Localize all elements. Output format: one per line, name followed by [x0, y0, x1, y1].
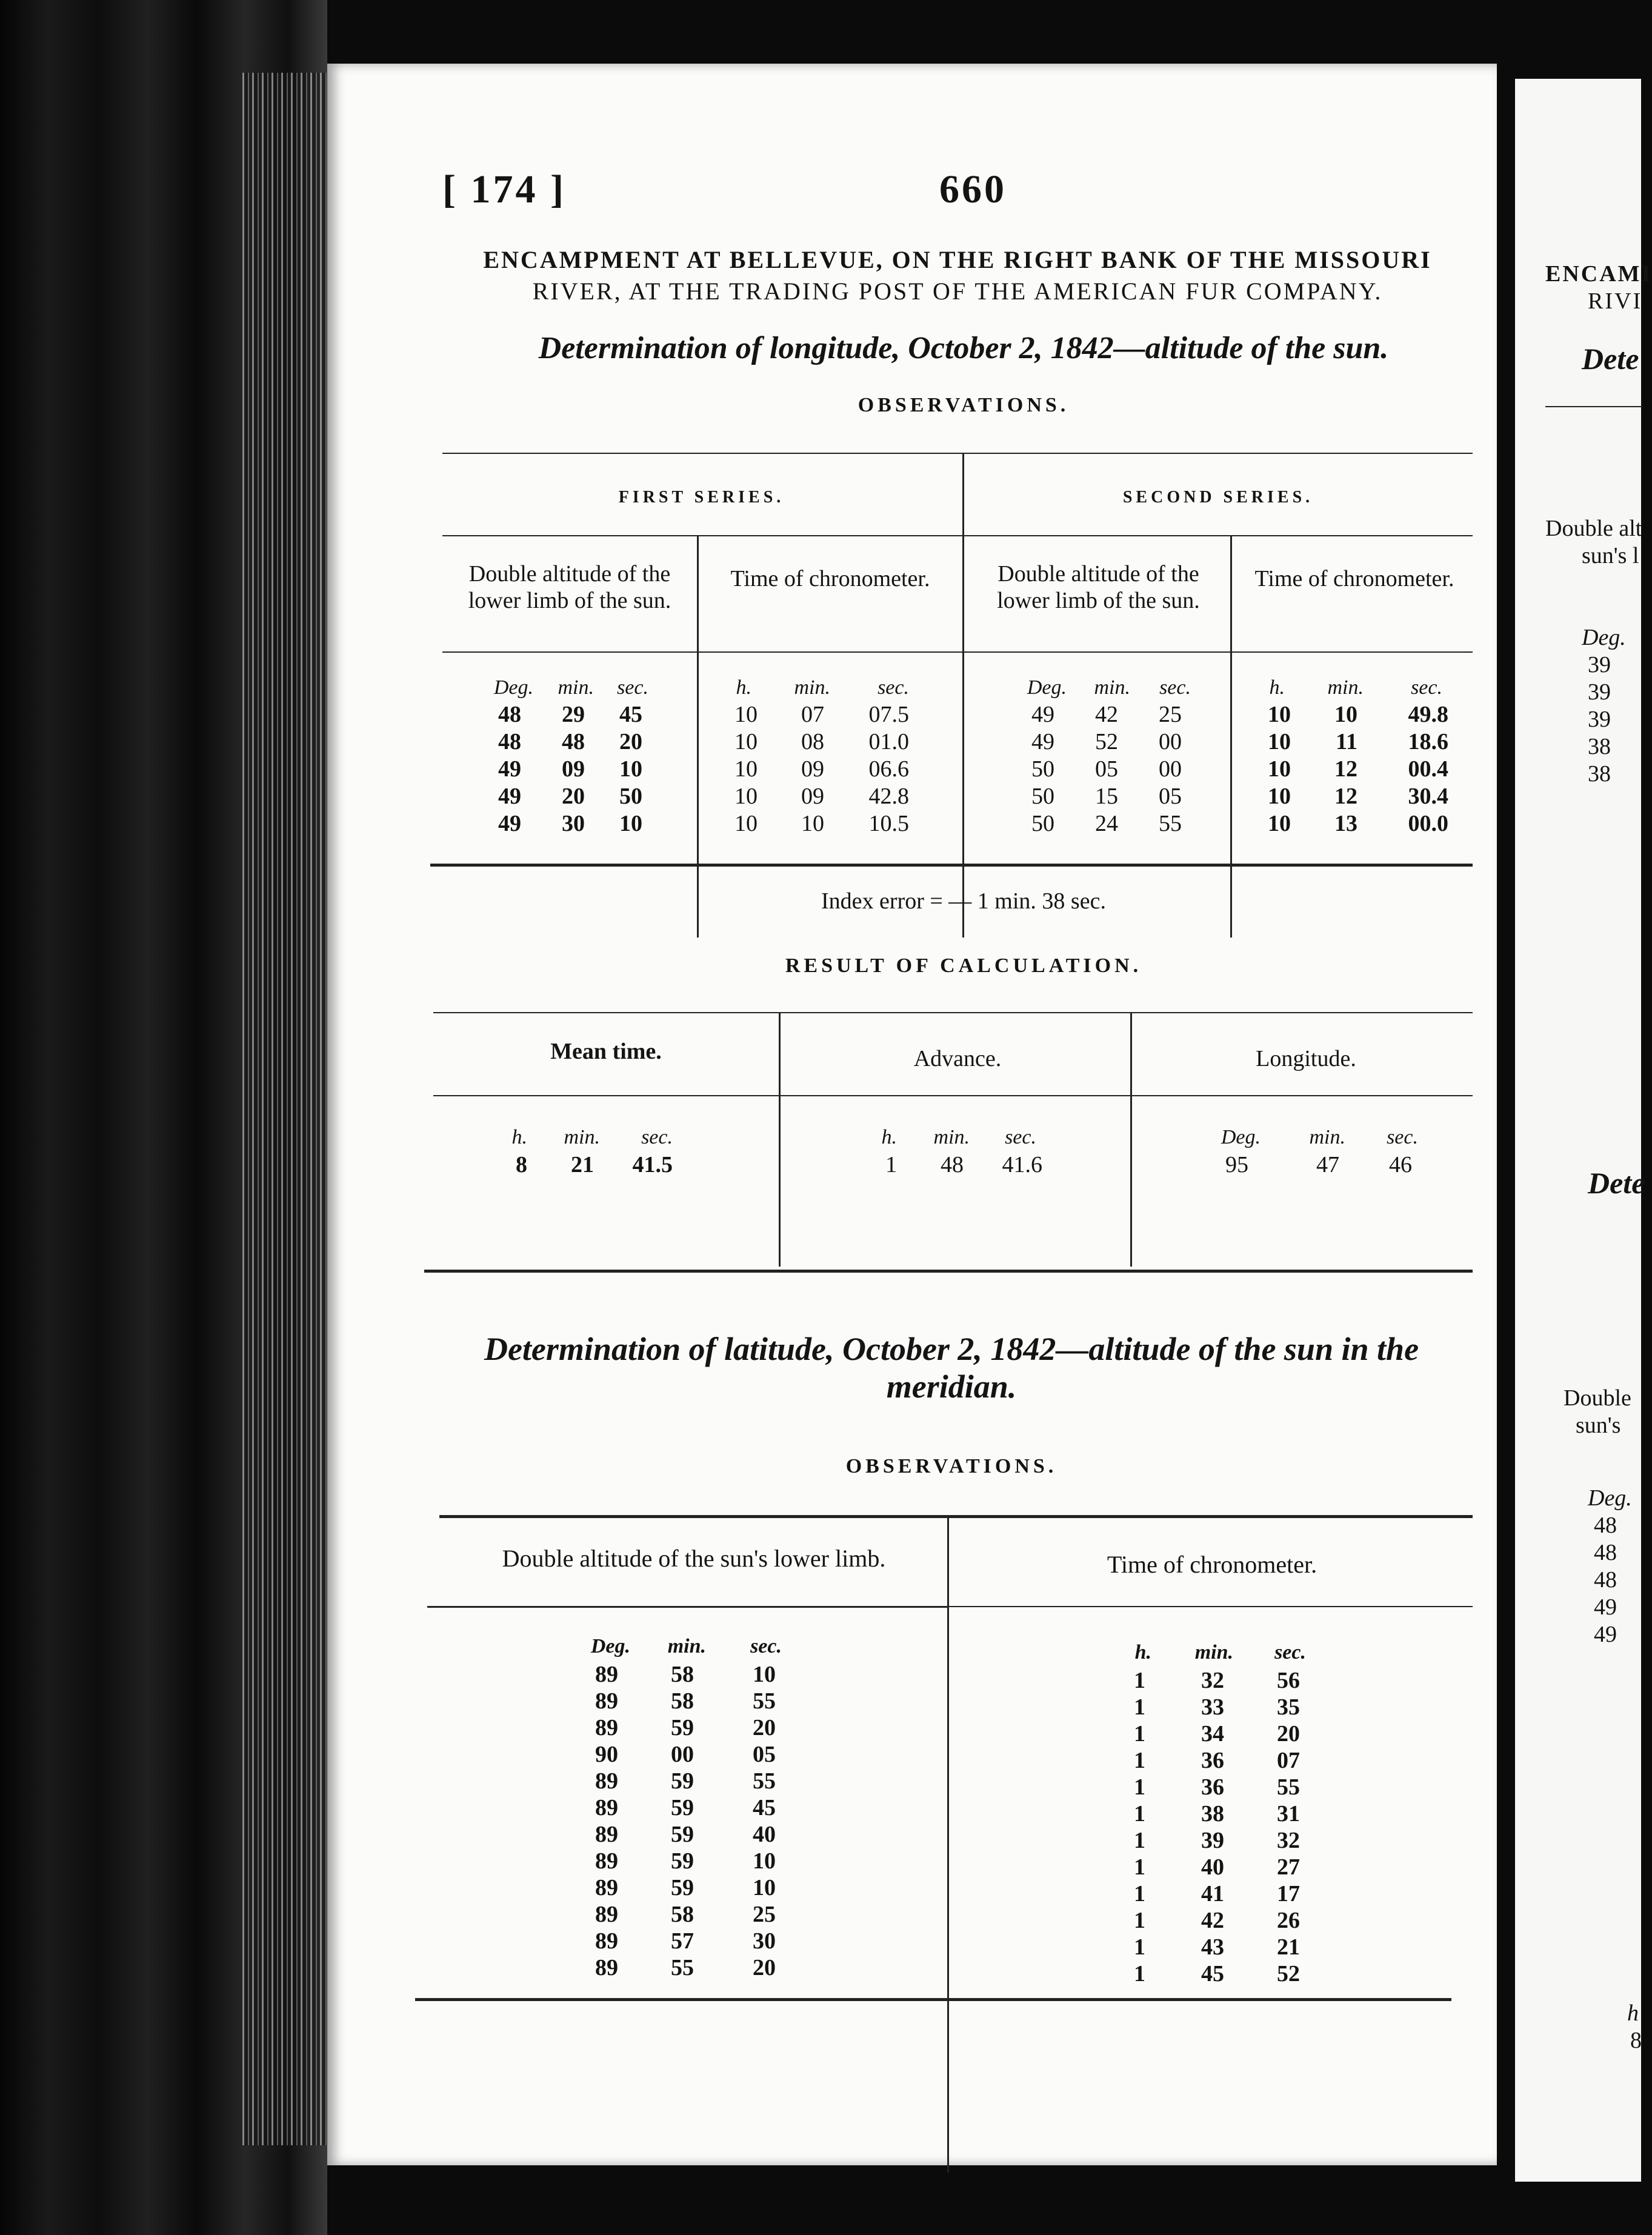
hour-value: 10 [734, 729, 758, 754]
hour-value: 10 [734, 702, 758, 727]
min-value: 59 [671, 1795, 694, 1820]
deg-value: 89 [595, 1955, 618, 1980]
min-value: 58 [671, 1902, 694, 1927]
deg-value: 48 [498, 729, 521, 754]
min-value: 45 [1201, 1961, 1224, 1987]
unit-sec: sec. [750, 1635, 782, 1657]
deg-value: 48 [498, 702, 521, 727]
adjacent-heading: Dete [1582, 342, 1639, 376]
first-altitude-header: Double altitude of the lower limb of the sun. [468, 561, 671, 613]
long-table-bottom-rule [430, 864, 1473, 867]
advance-header: Advance. [913, 1046, 1002, 1071]
unit-min: min. [667, 1635, 706, 1657]
sec-value: 00 [1159, 729, 1182, 754]
unit-deg: Deg. [493, 676, 533, 699]
unit-sec: sec. [617, 676, 648, 699]
min-value: 09 [562, 756, 585, 782]
sec-value: 05 [1159, 784, 1182, 809]
unit-deg: Deg. [590, 1635, 630, 1657]
adjacent-value: 39 [1588, 679, 1611, 705]
min-value: 48 [562, 729, 585, 754]
adjacent-rule [1545, 406, 1642, 407]
lat-header-rule [427, 1606, 948, 1608]
adjacent-value: 48 [1594, 1540, 1617, 1565]
sec-value: 32 [1277, 1828, 1300, 1853]
deg-value: 89 [595, 1768, 618, 1794]
long-header-rule [442, 535, 1473, 536]
first-series-label: FIRST SERIES. [618, 488, 785, 507]
min-value: 05 [1095, 756, 1118, 782]
min-value: 11 [1336, 729, 1357, 754]
min-value: 59 [671, 1768, 694, 1794]
sec-value: 01.0 [868, 729, 909, 754]
min-value: 15 [1095, 784, 1118, 809]
min-value: 33 [1201, 1694, 1224, 1720]
sec-value: 46 [1389, 1152, 1412, 1177]
unit-min: min. [933, 1126, 970, 1148]
adjacent-value: 38 [1588, 734, 1611, 759]
deg-value: 89 [595, 1875, 618, 1900]
sec-value: 41.6 [1002, 1152, 1042, 1177]
result-bottom-rule [424, 1270, 1473, 1273]
deg-value: 49 [498, 784, 521, 809]
deg-value: 89 [595, 1928, 618, 1954]
sec-value: 10 [753, 1875, 776, 1900]
min-value: 42 [1095, 702, 1118, 727]
sec-value: 10 [619, 811, 642, 836]
second-time-header: Time of chronometer. [1254, 566, 1454, 591]
sec-value: 00.4 [1408, 756, 1448, 782]
min-value: 58 [671, 1688, 694, 1714]
sec-value: 35 [1277, 1694, 1300, 1720]
sec-value: 05 [753, 1742, 776, 1767]
result-header-rule [433, 1095, 1473, 1096]
deg-value: 89 [595, 1662, 618, 1687]
deg-value: 49 [1031, 702, 1054, 727]
long-table-top-rule [442, 453, 1473, 454]
adjacent-title-1: ENCAMI [1545, 261, 1652, 287]
deg-value: 49 [498, 811, 521, 836]
min-value: 00 [671, 1742, 694, 1767]
hour-value: 10 [734, 811, 758, 836]
min-value: 59 [671, 1822, 694, 1847]
latitude-heading-line-1: Determination of latitude, October 2, 1842—altitude of the sun in the [484, 1331, 1419, 1367]
latitude-heading-line-2: meridian. [886, 1368, 1017, 1405]
sec-value: 30.4 [1408, 784, 1448, 809]
result-top-rule [433, 1012, 1473, 1013]
adjacent-page-fragment [1515, 79, 1652, 2182]
hour-value: 1 [1134, 1721, 1145, 1747]
hour-value: 1 [1134, 1961, 1145, 1987]
hour-value: 1 [1134, 1801, 1145, 1827]
mean-time-header: Mean time. [550, 1039, 662, 1064]
result-divider-1 [779, 1012, 781, 1267]
adjacent-col-4: sun's [1576, 1413, 1621, 1438]
lat-time-header: Time of chronometer. [1107, 1551, 1317, 1578]
min-value: 42 [1201, 1908, 1224, 1933]
lat-table-top-rule [439, 1515, 1473, 1518]
adjacent-unit-3: h [1627, 2000, 1639, 2026]
sec-value: 07 [1277, 1748, 1300, 1773]
min-value: 12 [1334, 756, 1357, 782]
lat-col-divider [947, 1515, 949, 2173]
long-subheader-rule [442, 651, 1473, 653]
min-value: 30 [562, 811, 585, 836]
unit-min: min. [1309, 1126, 1345, 1148]
result-label: RESULT OF CALCULATION. [785, 954, 1142, 977]
sec-value: 25 [753, 1902, 776, 1927]
min-value: 34 [1201, 1721, 1224, 1747]
title-line-1: ENCAMPMENT AT BELLEVUE, ON THE RIGHT BANK OF THE MISSOURI [483, 246, 1432, 273]
adjacent-title-2: RIVI [1588, 288, 1643, 314]
title-line-2: RIVER, AT THE TRADING POST OF THE AMERICAN FUR COMPANY. [532, 278, 1383, 305]
sec-value: 40 [753, 1822, 776, 1847]
first-time-header: Time of chronometer. [730, 566, 930, 591]
sec-value: 00 [1159, 756, 1182, 782]
sec-value: 10 [753, 1662, 776, 1687]
sec-value: 20 [753, 1955, 776, 1980]
sec-value: 56 [1277, 1668, 1300, 1693]
deg-value: 49 [1031, 729, 1054, 754]
hour-value: 10 [1268, 784, 1291, 809]
sec-value: 17 [1277, 1881, 1300, 1907]
adjacent-heading-2: Dete [1588, 1166, 1645, 1200]
adjacent-unit-2: Deg. [1588, 1485, 1632, 1511]
longitude-observations-label: OBSERVATIONS. [858, 394, 1070, 416]
page-number: 660 [939, 167, 1007, 212]
sec-value: 49.8 [1408, 702, 1448, 727]
unit-h: h. [736, 676, 751, 699]
adjacent-value: 49 [1594, 1594, 1617, 1620]
sec-value: 20 [753, 1715, 776, 1740]
longitude-heading: Determination of longitude, October 2, 1842—altitude of the sun. [538, 331, 1389, 365]
hour-value: 10 [1268, 702, 1291, 727]
sec-value: 45 [619, 702, 642, 727]
deg-value: 50 [1031, 811, 1054, 836]
unit-h: h. [511, 1126, 527, 1148]
second-altitude-header: Double altitude of the lower limb of the sun. [997, 561, 1200, 613]
min-value: 59 [671, 1848, 694, 1874]
second-series-col-divider [1230, 535, 1232, 938]
adjacent-value: 48 [1594, 1567, 1617, 1593]
lat-table-bottom-rule [415, 1998, 1451, 2001]
hour-value: 8 [516, 1152, 527, 1177]
sec-value: 10 [753, 1848, 776, 1874]
min-value: 57 [671, 1928, 694, 1954]
unit-min: min. [1327, 676, 1364, 699]
sec-value: 55 [1159, 811, 1182, 836]
unit-min: min. [564, 1126, 600, 1148]
min-value: 09 [801, 756, 824, 782]
sec-value: 10.5 [868, 811, 909, 836]
min-value: 52 [1095, 729, 1118, 754]
min-value: 12 [1334, 784, 1357, 809]
unit-deg: Deg. [1221, 1126, 1261, 1148]
deg-value: 89 [595, 1688, 618, 1714]
hour-value: 10 [1268, 811, 1291, 836]
sec-value: 27 [1277, 1854, 1300, 1880]
deg-value: 89 [595, 1902, 618, 1927]
adjacent-value: 39 [1588, 707, 1611, 732]
min-value: 48 [941, 1152, 964, 1177]
min-value: 20 [562, 784, 585, 809]
sec-value: 10 [619, 756, 642, 782]
unit-h: h. [1269, 676, 1285, 699]
unit-min: min. [558, 676, 594, 699]
unit-sec: sec. [1005, 1126, 1036, 1148]
deg-value: 50 [1031, 784, 1054, 809]
sec-value: 21 [1277, 1934, 1300, 1960]
hour-value: 1 [1134, 1854, 1145, 1880]
min-value: 59 [671, 1875, 694, 1900]
min-value: 10 [1334, 702, 1357, 727]
deg-value: 95 [1225, 1152, 1248, 1177]
min-value: 43 [1201, 1934, 1224, 1960]
first-series-col-divider [697, 535, 699, 938]
hour-value: 1 [1134, 1934, 1145, 1960]
unit-h: h. [881, 1126, 897, 1148]
sec-value: 26 [1277, 1908, 1300, 1933]
unit-min: min. [794, 676, 830, 699]
adjacent-value: 49 [1594, 1622, 1617, 1647]
adjacent-col-2: sun's l [1582, 543, 1639, 568]
adjacent-value: 48 [1594, 1513, 1617, 1538]
longitude-header: Longitude. [1256, 1046, 1356, 1071]
min-value: 47 [1316, 1152, 1339, 1177]
hour-value: 1 [1134, 1774, 1145, 1800]
sec-value: 42.8 [868, 784, 909, 809]
deg-value: 89 [595, 1822, 618, 1847]
page-edges [242, 73, 327, 2145]
min-value: 29 [562, 702, 585, 727]
deg-value: 50 [1031, 756, 1054, 782]
sec-value: 30 [753, 1928, 776, 1954]
lat-altitude-header: Double altitude of the sun's lower limb. [502, 1545, 886, 1572]
sec-value: 31 [1277, 1801, 1300, 1827]
adjacent-col-3: Double [1564, 1385, 1631, 1411]
index-error: Index error = — 1 min. 38 sec. [821, 888, 1106, 914]
unit-sec: sec. [878, 676, 909, 699]
sec-value: 55 [1277, 1774, 1300, 1800]
unit-sec: sec. [1411, 676, 1442, 699]
adjacent-value: 39 [1588, 652, 1611, 678]
hour-value: 10 [734, 784, 758, 809]
min-value: 10 [801, 811, 824, 836]
min-value: 55 [671, 1955, 694, 1980]
hour-value: 1 [1134, 1881, 1145, 1907]
sec-value: 00.0 [1408, 811, 1448, 836]
min-value: 36 [1201, 1748, 1224, 1773]
min-value: 39 [1201, 1828, 1224, 1853]
unit-sec: sec. [1274, 1641, 1306, 1664]
min-value: 40 [1201, 1854, 1224, 1880]
unit-min: min. [1194, 1641, 1233, 1664]
adjacent-value: 8 [1630, 2028, 1642, 2053]
adjacent-unit: Deg. [1582, 625, 1626, 650]
min-value: 41 [1201, 1881, 1224, 1907]
min-value: 07 [801, 702, 824, 727]
hour-value: 1 [1134, 1748, 1145, 1773]
deg-value: 89 [595, 1795, 618, 1820]
adjacent-col-1: Double alt [1545, 516, 1642, 541]
sec-value: 20 [619, 729, 642, 754]
unit-sec: sec. [1159, 676, 1191, 699]
min-value: 13 [1334, 811, 1357, 836]
min-value: 09 [801, 784, 824, 809]
bracket-number: [ 174 ] [442, 167, 566, 212]
unit-sec: sec. [1387, 1126, 1418, 1148]
hour-value: 1 [1134, 1694, 1145, 1720]
unit-deg: Deg. [1027, 676, 1067, 699]
sec-value: 52 [1277, 1961, 1300, 1987]
min-value: 38 [1201, 1801, 1224, 1827]
sec-value: 18.6 [1408, 729, 1448, 754]
sec-value: 07.5 [868, 702, 909, 727]
hour-value: 10 [1268, 756, 1291, 782]
sec-value: 50 [619, 784, 642, 809]
hour-value: 10 [1268, 729, 1291, 754]
latitude-observations-label: OBSERVATIONS. [845, 1455, 1057, 1477]
min-value: 58 [671, 1662, 694, 1687]
hour-value: 1 [1134, 1828, 1145, 1853]
sec-value: 45 [753, 1795, 776, 1820]
deg-value: 89 [595, 1848, 618, 1874]
sec-value: 55 [753, 1768, 776, 1794]
book-page [327, 64, 1497, 2165]
hour-value: 1 [885, 1152, 897, 1177]
min-value: 59 [671, 1715, 694, 1740]
unit-min: min. [1094, 676, 1130, 699]
sec-value: 06.6 [868, 756, 909, 782]
sec-value: 55 [753, 1688, 776, 1714]
min-value: 24 [1095, 811, 1118, 836]
deg-value: 49 [498, 756, 521, 782]
sec-value: 41.5 [632, 1152, 673, 1177]
adjacent-value: 38 [1588, 761, 1611, 787]
min-value: 32 [1201, 1668, 1224, 1693]
min-value: 08 [801, 729, 824, 754]
sec-value: 25 [1159, 702, 1182, 727]
hour-value: 1 [1134, 1908, 1145, 1933]
unit-h: h. [1134, 1641, 1151, 1664]
sec-value: 20 [1277, 1721, 1300, 1747]
deg-value: 89 [595, 1715, 618, 1740]
hour-value: 10 [734, 756, 758, 782]
unit-sec: sec. [641, 1126, 673, 1148]
hour-value: 1 [1134, 1668, 1145, 1693]
result-divider-2 [1130, 1012, 1132, 1267]
lat-header-rule-right [948, 1606, 1473, 1607]
deg-value: 90 [595, 1742, 618, 1767]
min-value: 21 [571, 1152, 594, 1177]
second-series-label: SECOND SERIES. [1122, 488, 1314, 507]
min-value: 36 [1201, 1774, 1224, 1800]
